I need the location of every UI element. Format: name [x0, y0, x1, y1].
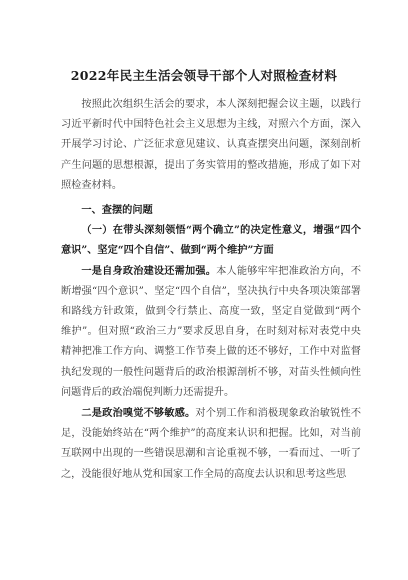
point-lead-2: 二是政治嗅觉不够敏感。 — [81, 407, 196, 420]
document-body — [61, 95, 361, 485]
subsection-heading: （一）在带头深刻领悟“两个确立”的决定性意义，增强“四个意识”、坚定“四个自信”、做到“两个维护”方面 — [61, 224, 361, 257]
point-lead-1: 一是自身政治建设还需加强。 — [81, 264, 217, 277]
point-paragraph-2 — [61, 403, 361, 485]
point-body-2: 对个别工作和消极现象政治敏锐性不足，没能始终站在“两个维护”的高度来认识和把握。比如，对当前互联网中出现的一些错误思潮和言论重视不够，一看而过、一听了之，没能很好地从党和国家工作全局的高度去认识和思考这些思 — [61, 408, 362, 480]
document-title: 2022年民主生活会领导干部个人对照检查材料 — [70, 68, 338, 83]
section-heading: 一、查摆的问题 — [81, 204, 153, 217]
point-paragraph-1 — [61, 261, 361, 403]
intro-paragraph: 按照此次组织生活会的要求，本人深刻把握会议主题，以践行习近平新时代中国特色社会主义思想为主线，对照六个方面，深入开展学习讨论、广泛征求意见建议、认真查摆突出问题，深刻剖析产生问题的思想根源，提出了务实管用的整改措施，形成了如下对照检查材料。 — [61, 99, 361, 191]
point-body-1: 本人能够牢牢把准政治方向，不断增强“四个意识”、坚定“四个自信”，坚决执行中央各项决策部署和路线方针政策，做到令行禁止、高度一致，坚定自觉做到“两个维护”。但对照“政治三力”要求反思自身，在时刻对标对表党中央精神把准工作方向、调整工作节奏上做的还不够好，工作中对监督执纪发现的一般性问题背后的政治根源剖析不够，对苗头性倾向性问题背后的政治端倪判断力还需提升。 — [61, 265, 362, 398]
